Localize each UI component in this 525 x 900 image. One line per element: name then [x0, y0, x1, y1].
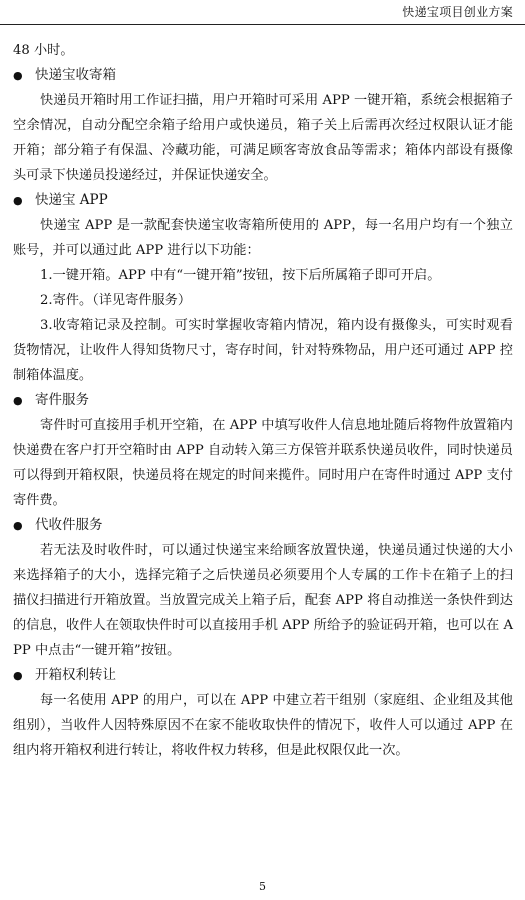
intro-text: 48 小时。 — [13, 43, 74, 58]
section-heading — [13, 388, 513, 413]
section-heading — [13, 663, 513, 688]
section-sending-service — [13, 388, 513, 513]
paragraph: 若无法及时收件时，可以通过快递宝来给顾客放置快递，快递员通过快递的大小来选择箱子的大小，选择完箱子之后快递员必须要用个人专属的工作卡在箱子上的扫描仪扫描进行开箱放置。当放置完成关上箱子后，配套 APP 将自动推送一条快件到达的信息，收件人在领取快件时可以直接用手机 APP 所给予的验证码开箱，也可以在 APP 中点击“一键开箱”按钮。 — [13, 543, 513, 658]
paragraph: 每一名使用 APP 的用户，可以在 APP 中建立若干组别（家庭组、企业组及其他组别），当收件人因特殊原因不在家不能收取快件的情况下，收件人可以通过 APP 在组内将开箱权利进行转让，将收件权力转移，但是此权限仅此一次。 — [13, 693, 513, 758]
section-heading — [13, 513, 513, 538]
bullet-icon: ● — [13, 669, 23, 682]
paragraph: 快递宝 APP 是一款配套快递宝收寄箱所使用的 APP，每一名用户均有一个独立账号，并可以通过此 APP 进行以下功能： — [13, 218, 513, 258]
bullet-icon: ● — [13, 69, 23, 82]
section-receiving-service — [13, 513, 513, 663]
section-heading — [13, 188, 513, 213]
section-title: 快递宝 APP — [35, 192, 108, 208]
section-app — [13, 188, 513, 388]
paragraph: 快递员开箱时用工作证扫描，用户开箱时可采用 APP 一键开箱，系统会根据箱子空余情况，自动分配空余箱子给用户或快递员，箱子关上后需再次经过权限认证才能开箱；部分箱子有保温、冷藏功能，可满足顾客寄放食品等需求；箱体内部设有摄像头可录下快递员投递经过，并保证快递安全。 — [13, 93, 513, 183]
section-title: 代收件服务 — [35, 517, 103, 533]
section-title: 寄件服务 — [35, 392, 89, 408]
paragraph: 寄件时可直接用手机开空箱，在 APP 中填写收件人信息地址随后将物件放置箱内快递费在客户打开空箱时由 APP 自动转入第三方保管并联系快递员收件，同时快递员可以得到开箱权限，快递员将在规定的时间来揽件。同时用户在寄件时通过 APP 支付寄件费。 — [13, 418, 513, 508]
document-title: 快递宝项目创业方案 — [402, 5, 513, 19]
section-title: 开箱权利转让 — [35, 667, 116, 683]
bullet-icon: ● — [13, 394, 23, 407]
section-mailbox — [13, 63, 513, 188]
section-title: 快递宝收寄箱 — [35, 67, 116, 83]
page-header — [0, 0, 525, 25]
section-transfer-rights — [13, 663, 513, 763]
list-item: 2.寄件。（详见寄件服务） — [40, 293, 192, 308]
list-item: 3.收寄箱记录及控制。可实时掌握收寄箱内情况，箱内设有摄像头，可实时观看货物情况，让收件人得知货物尺寸，寄存时间，针对特殊物品，用户还可通过 APP 控制箱体温度。 — [13, 318, 513, 383]
section-heading — [13, 63, 513, 88]
bullet-icon: ● — [13, 519, 23, 532]
document-body — [13, 38, 513, 763]
list-item: 1.一键开箱。APP 中有“一键开箱”按钮，按下后所属箱子即可开启。 — [40, 268, 441, 283]
bullet-icon: ● — [13, 194, 23, 207]
page-number: 5 — [259, 880, 266, 893]
